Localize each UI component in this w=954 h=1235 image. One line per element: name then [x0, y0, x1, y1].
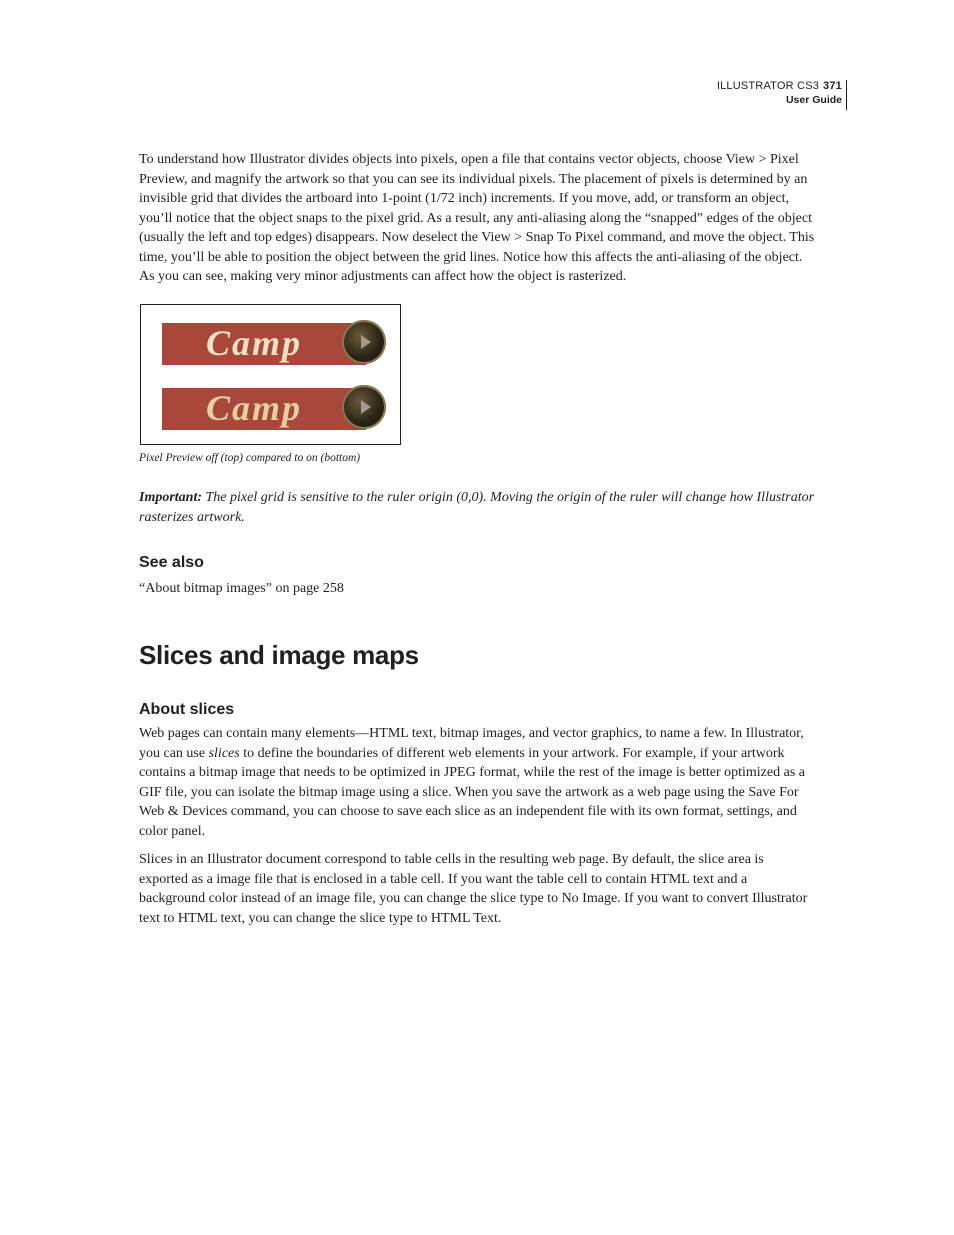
product-name: ILLUSTRATOR CS3	[716, 80, 820, 92]
guide-name: User Guide	[785, 94, 842, 106]
page-number: 371	[823, 80, 842, 92]
para-text: to define the boundaries of different web elements in your artwork. For example, if your artwork contains a bitmap image that needs to be optimized in JPEG format, while the rest of the image is better optimized as a GIF file, you can isolate the bitmap image using a slice. When you save the artwork as a web page using the Save For Web & Devices command, you can choose to save each slice as an independent file with its own format, settings, and color panel.	[139, 745, 805, 839]
about-slices-heading: About slices	[139, 701, 235, 718]
important-label: Important:	[139, 490, 203, 505]
play-triangle-icon	[361, 335, 371, 349]
play-knob-icon	[342, 385, 386, 429]
see-also-heading: See also	[139, 554, 204, 571]
header-divider	[846, 80, 847, 110]
running-header	[717, 79, 842, 108]
about-slices-paragraph-2: Slices in an Illustrator document correspond to table cells in the resulting web page. By default, the slice area is exported as a image file that is enclosed in a table cell. If you want the table cell to contain HTML text and a background color instead of an image file, you can change the slice type to No Image. If you want to convert Illustrator text to HTML text, you can change the slice type to HTML Text.	[139, 852, 808, 926]
button-text: Camp	[206, 388, 303, 428]
play-triangle-icon	[361, 400, 371, 414]
see-also-link[interactable]: “About bitmap images” on page 258	[139, 581, 344, 596]
important-text: The pixel grid is sensitive to the ruler origin (0,0). Moving the origin of the ruler will change how Illustrator rasterizes artwork.	[139, 490, 815, 525]
section-title: Slices and image maps	[139, 640, 419, 670]
important-note	[139, 488, 815, 527]
figure-caption: Pixel Preview off (top) compared to on (bottom)	[139, 452, 361, 464]
camp-button-preview-off	[162, 318, 386, 364]
button-text: Camp	[206, 323, 303, 363]
para-text: Web pages can contain many elements—HTML text, bitmap images, and vector graphics, to name a few. In Illustrator, you can use	[139, 726, 804, 761]
pixel-preview-figure	[140, 304, 401, 445]
play-knob-icon	[342, 320, 386, 364]
camp-button-preview-on	[162, 383, 386, 429]
intro-paragraph: To understand how Illustrator divides objects into pixels, open a file that contains vector objects, choose View > Pixel Preview, and magnify the artwork so that you can see its individual pixels. The placement of pixels is determined by an invisible grid that divides the artboard into 1-point (1/72 inch) increments. If you move, add, or transform an object, you’ll notice that the object snaps to the pixel grid. As a result, any anti-aliasing along the “snapped” edges of the object (usually the left and top edges) disappears. Now deselect the View > Snap To Pixel command, and move the object. This time, you’ll be able to position the object between the grid lines. Notice how this affects the anti-aliasing of the object. As you can see, making very minor adjustments can affect how the object is rasterized.	[139, 152, 815, 284]
slices-term: slices	[208, 745, 240, 761]
about-slices-paragraph-1	[139, 724, 815, 841]
